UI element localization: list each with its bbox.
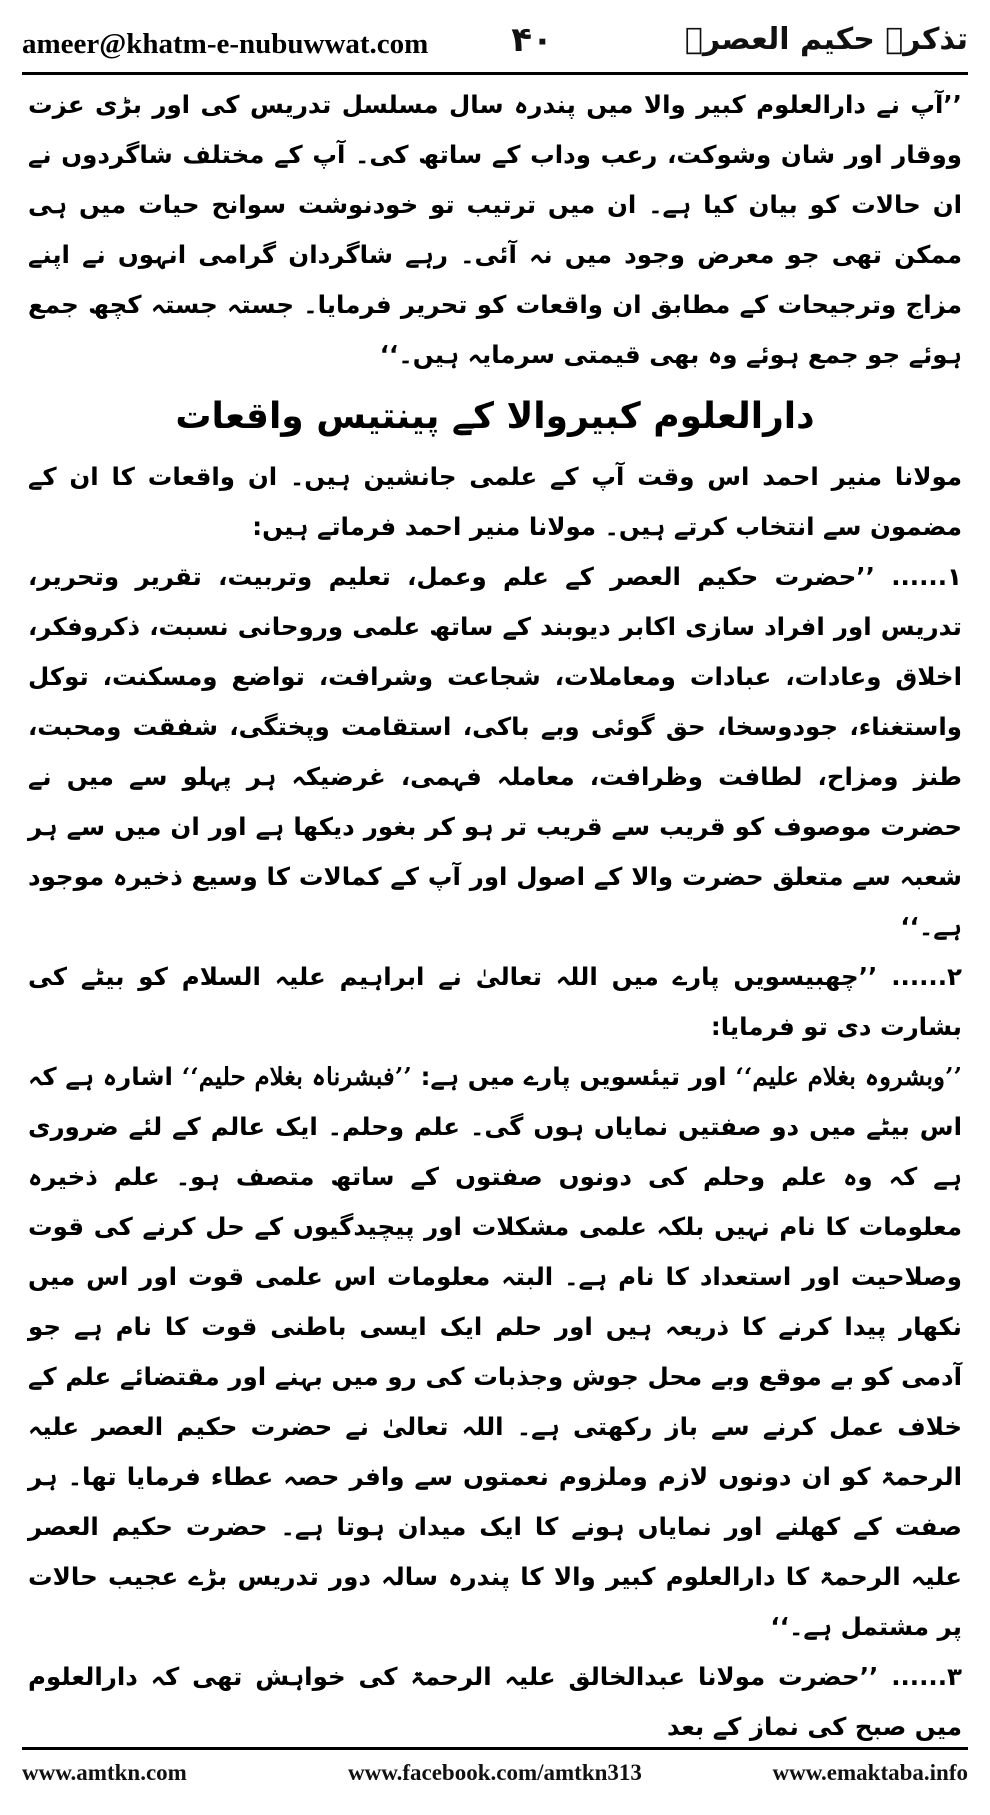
list-item-2-continuation [28, 1052, 962, 1652]
page-number: ۴۰ [511, 20, 553, 60]
page-header [22, 20, 968, 66]
page-footer [22, 1760, 968, 1800]
footer-link-emaktaba[interactable]: www.emaktaba.info [772, 1760, 968, 1785]
section-heading: دارالعلوم کبیروالا کے پینتیس واقعات [175, 396, 815, 437]
section-intro: مولانا منیر احمد اس وقت آپ کے علمی جانشین ہیں۔ ان واقعات کا ان کے مضمون سے انتخاب کرتے ہیں۔ مولانا منیر احمد فرماتے ہیں: [28, 462, 962, 541]
footer-link-facebook[interactable]: www.facebook.com/amtkn313 [348, 1760, 642, 1785]
footer-divider [22, 1747, 968, 1750]
book-title: تذکرہ حکیم العصرؒ [684, 22, 968, 57]
header-divider [22, 72, 968, 75]
item-number: ۳...... [891, 1662, 962, 1691]
list-item-1 [28, 552, 962, 952]
intro-paragraph: ’’آپ نے دارالعلوم کبیر والا میں پندرہ سال مسلسل تدریس کی اور بڑی عزت ووقار اور شان وشوکت، رعب وداب کے ساتھ کی۔ آپ کے مختلف شاگردوں نے ان حالات کو بیان کیا ہے۔ ان میں ترتیب تو خودنوشت سوانح حیات میں ہی ممکن تھی جو معرض وجود میں نہ آئی۔ رہے شاگردان گرامی انہوں نے اپنے مزاج وترجیحات کے مطابق ان واقعات کو تحریر فرمایا۔ جستہ جستہ کچھ جمع ہوئے جو جمع ہوئے وہ بھی قیمتی سرمایہ ہیں۔‘‘ [28, 90, 962, 369]
list-item-3 [28, 1652, 962, 1752]
page-body [28, 80, 962, 1752]
quranic-verse-two: ’’فبشرناہ بغلام حلیم‘‘ [181, 1062, 412, 1091]
item-number: ۲...... [891, 962, 963, 991]
item-number: ۱...... [891, 562, 962, 591]
item-text: ’’چھبیسویں پارے میں اللہ تعالیٰ نے ابراہیم علیہ السلام کو بیٹے کی بشارت دی تو فرمایا: [28, 962, 962, 1041]
verse-connector: اور تیئسویں پارے میں ہے: [420, 1062, 727, 1091]
item-text: ’’حضرت مولانا عبدالخالق علیہ الرحمۃ کی خواہش تھی کہ دارالعلوم میں صبح کی نماز کے بعد [28, 1662, 962, 1741]
quranic-verse-one: ’’وبشروہ بغلام علیم‘‘ [735, 1062, 963, 1091]
header-email-link[interactable]: ameer@khatm-e-nubuwwat.com [22, 28, 429, 60]
list-item-2 [28, 952, 962, 1052]
item-text: ’’حضرت حکیم العصر کے علم وعمل، تعلیم وتربیت، تقریر وتحریر، تدریس اور افراد سازی اکابر دیوبند کے ساتھ علمی وروحانی نسبت، ذکروفکر، اخلاق وعادات، عبادات ومعاملات، شجاعت وشرافت، تواضع ومسکنت، توکل واستغناء، جودوسخا، حق گوئی وبے باکی، استقامت وپختگی، شفقت ومحبت، طنز ومزاح، لطافت وظرافت، معاملہ فہمی، غرضیکہ ہر پہلو سے میں نے حضرت موصوف کو قریب سے قریب تر ہو کر بغور دیکھا ہے اور ان میں سے ہر شعبہ سے متعلق حضرت والا کے اصول اور آپ کے کمالات کا وسیع ذخیرہ موجود ہے۔‘‘ [28, 562, 962, 941]
continuation-text: اشارہ ہے کہ اس بیٹے میں دو صفتیں نمایاں ہوں گی۔ علم وحلم۔ ایک عالم کے لئے ضروری ہے کہ وہ علم وحلم کی دونوں صفتوں کے ساتھ متصف ہو۔ علم ذخیرہ معلومات کا نام نہیں بلکہ علمی مشکلات اور پیچیدگیوں کے حل کرنے کی قوت وصلاحیت اور استعداد کا نام ہے۔ البتہ معلومات اس علمی قوت اور اس میں نکھار پیدا کرنے کا ذریعہ ہیں اور حلم ایک ایسی باطنی قوت کا نام ہے جو آدمی کو بے موقع وبے محل جوش وجذبات کی رو میں بہنے اور مقتضائے علم کے خلاف عمل کرنے سے باز رکھتی ہے۔ اللہ تعالیٰ نے حضرت حکیم العصر علیہ الرحمۃ کو ان دونوں لازم وملزوم نعمتوں سے وافر حصہ عطاء فرمایا تھا۔ ہر صفت کے کھلنے اور نمایاں ہونے کا ایک میدان ہوتا ہے۔ حضرت حکیم العصر علیہ الرحمۃ کا دارالعلوم کبیر والا کا پندرہ سالہ دور تدریس بڑے عجیب حالات پر مشتمل ہے۔‘‘ [28, 1062, 962, 1641]
footer-link-amtkn[interactable]: www.amtkn.com [22, 1760, 187, 1785]
